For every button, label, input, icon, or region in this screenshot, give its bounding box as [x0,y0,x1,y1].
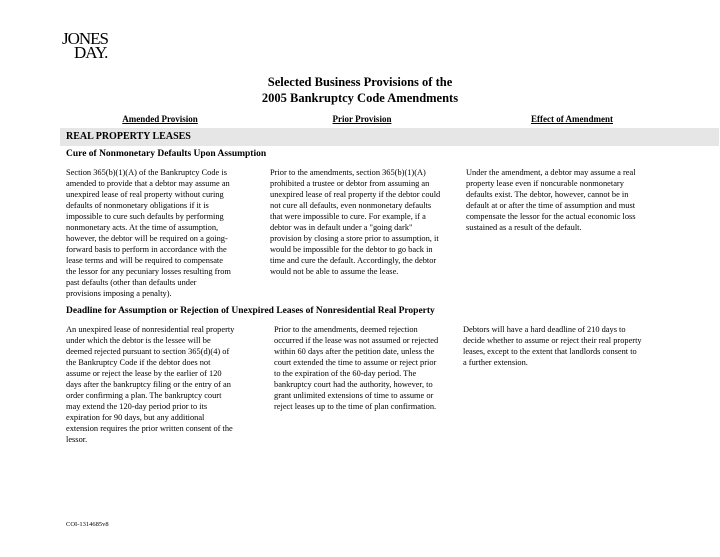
column-header-amended-provision: Amended Provision [122,114,198,124]
column-header-prior-provision: Prior Provision [332,114,392,124]
cell-text-line: the lessor for any pecuniary losses resulting from [66,267,231,276]
cell-text-line: court extended the time to assume or reject prior [274,358,437,367]
cell-text-line: Section 365(b)(1)(A) of the Bankruptcy Code is [66,168,227,177]
cell-text-line: property lease even if noncurable nonmonetary [466,179,624,188]
cell-text-line: reject leases up to the time of plan confirmation. [274,402,437,411]
cell-cure-amended [66,167,266,299]
cell-text-line: may extend the 120-day period prior to its [66,402,208,411]
cell-text-line: unexpired lease of real property if the debtor could [270,190,441,199]
document-title [0,74,720,106]
cell-text-line: that were impossible to cure. For example, if a [270,212,426,221]
title-line-1: Selected Business Provisions of the [267,75,453,89]
cell-text-line: Prior to the amendments, section 365(b)(1)(A) [270,168,426,177]
cell-text-line: lease terms and will be required to compensate [66,256,223,265]
cell-text-line: not cure all defaults, even nonmonetary defaults [270,201,432,210]
cell-text-line: days after the bankruptcy filing or the entry of an [66,380,231,389]
cell-text-line: debtor was in default under a "going dark" [270,223,413,232]
cell-text-line: An unexpired lease of nonresidential real property [66,325,235,334]
cell-text-line: leases, except to the extent that landlords consent to [463,347,637,356]
cell-text-line: occurred if the lease was not assumed or rejected [274,336,439,345]
cell-text-line: nonmonetary acts. At the time of assumption, [66,223,219,232]
cell-text-line: expiration for 90 days, but any additional [66,413,205,422]
logo-line-2: DAY. [74,43,108,62]
cell-text-line: impossible to cure such defaults by performing [66,212,224,221]
cell-text-line: forward basis to perform in accordance with the [66,245,227,254]
cell-text-line: to the expiration of the 60-day period. The [274,369,417,378]
cell-deadline-amended [66,324,271,445]
cell-text-line: order confirming a plan. The bankruptcy court [66,391,222,400]
cell-text-line: the Bankruptcy Code if the debtor does not [66,358,211,367]
cell-text-line: under which the debtor is the lessee will be [66,336,211,345]
cell-text-line: default at or after the time of assumption and must [466,201,636,210]
cell-text-line: compensate the lessor for the actual economic loss [466,212,636,221]
cell-deadline-effect [463,324,688,368]
row-heading-deadline: Deadline for Assumption or Rejection of Unexpired Leases of Nonresidential Real Property [66,306,435,316]
cell-text-line: however, the debtor will be required on a going- [66,234,228,243]
cell-text-line: a further extension. [463,358,528,367]
cell-text-line: Debtors will have a hard deadline of 210 days to [463,325,626,334]
cell-deadline-prior [274,324,464,412]
cell-text-line: extension requires the prior written consent of the [66,424,233,433]
cell-text-line: would be impossible for the debtor to go back in [270,245,433,254]
row-heading-cure: Cure of Nonmonetary Defaults Upon Assumption [66,149,267,159]
jones-day-logo [62,30,112,64]
cell-text-line: decide whether to assume or reject their real property [463,336,642,345]
cell-text-line: deemed rejected pursuant to section 365(d)(4) of [66,347,230,356]
cell-text-line: defaults of nonmonetary obligations if it is [66,201,209,210]
cell-text-line: Prior to the amendments, deemed rejection [274,325,418,334]
cell-text-line: prohibited a trustee or debtor from assuming an [270,179,430,188]
cell-text-line: provisions imposing a penalty). [66,289,172,298]
cell-text-line: within 60 days after the petition date, unless the [274,347,435,356]
cell-text-line: Under the amendment, a debtor may assume a real [466,168,636,177]
cell-text-line: provision by closing a store prior to assumption, it [270,234,439,243]
document-id-footer: COI-1314685v8 [66,521,109,528]
title-line-2: 2005 Bankruptcy Code Amendments [261,91,459,105]
column-header-effect-of-amendment: Effect of Amendment [531,114,613,124]
cell-text-line: amended to provide that a debtor may assume an [66,179,230,188]
cell-cure-prior [270,167,465,277]
logo-line-1: JONES [62,29,109,48]
cell-text-line: bankruptcy court had the authority, however, to [274,380,433,389]
cell-text-line: defaults exist. The debtor, however, cannot be in [466,190,629,199]
cell-text-line: unexpired lease of real property without curing [66,190,224,199]
cell-text-line: past defaults (other than defaults under [66,278,197,287]
cell-text-line: assume or reject the lease by the earlier of 120 [66,369,222,378]
cell-text-line: time and cure the default. Accordingly, the debtor [270,256,437,265]
cell-cure-effect [466,167,681,233]
section-bar [60,128,719,146]
cell-text-line: would not be able to assume the lease. [270,267,399,276]
section-title: REAL PROPERTY LEASES [66,131,191,142]
cell-text-line: lessor. [66,435,88,444]
cell-text-line: sustained as a result of the default. [466,223,582,232]
cell-text-line: grant unlimited extensions of time to assume or [274,391,434,400]
